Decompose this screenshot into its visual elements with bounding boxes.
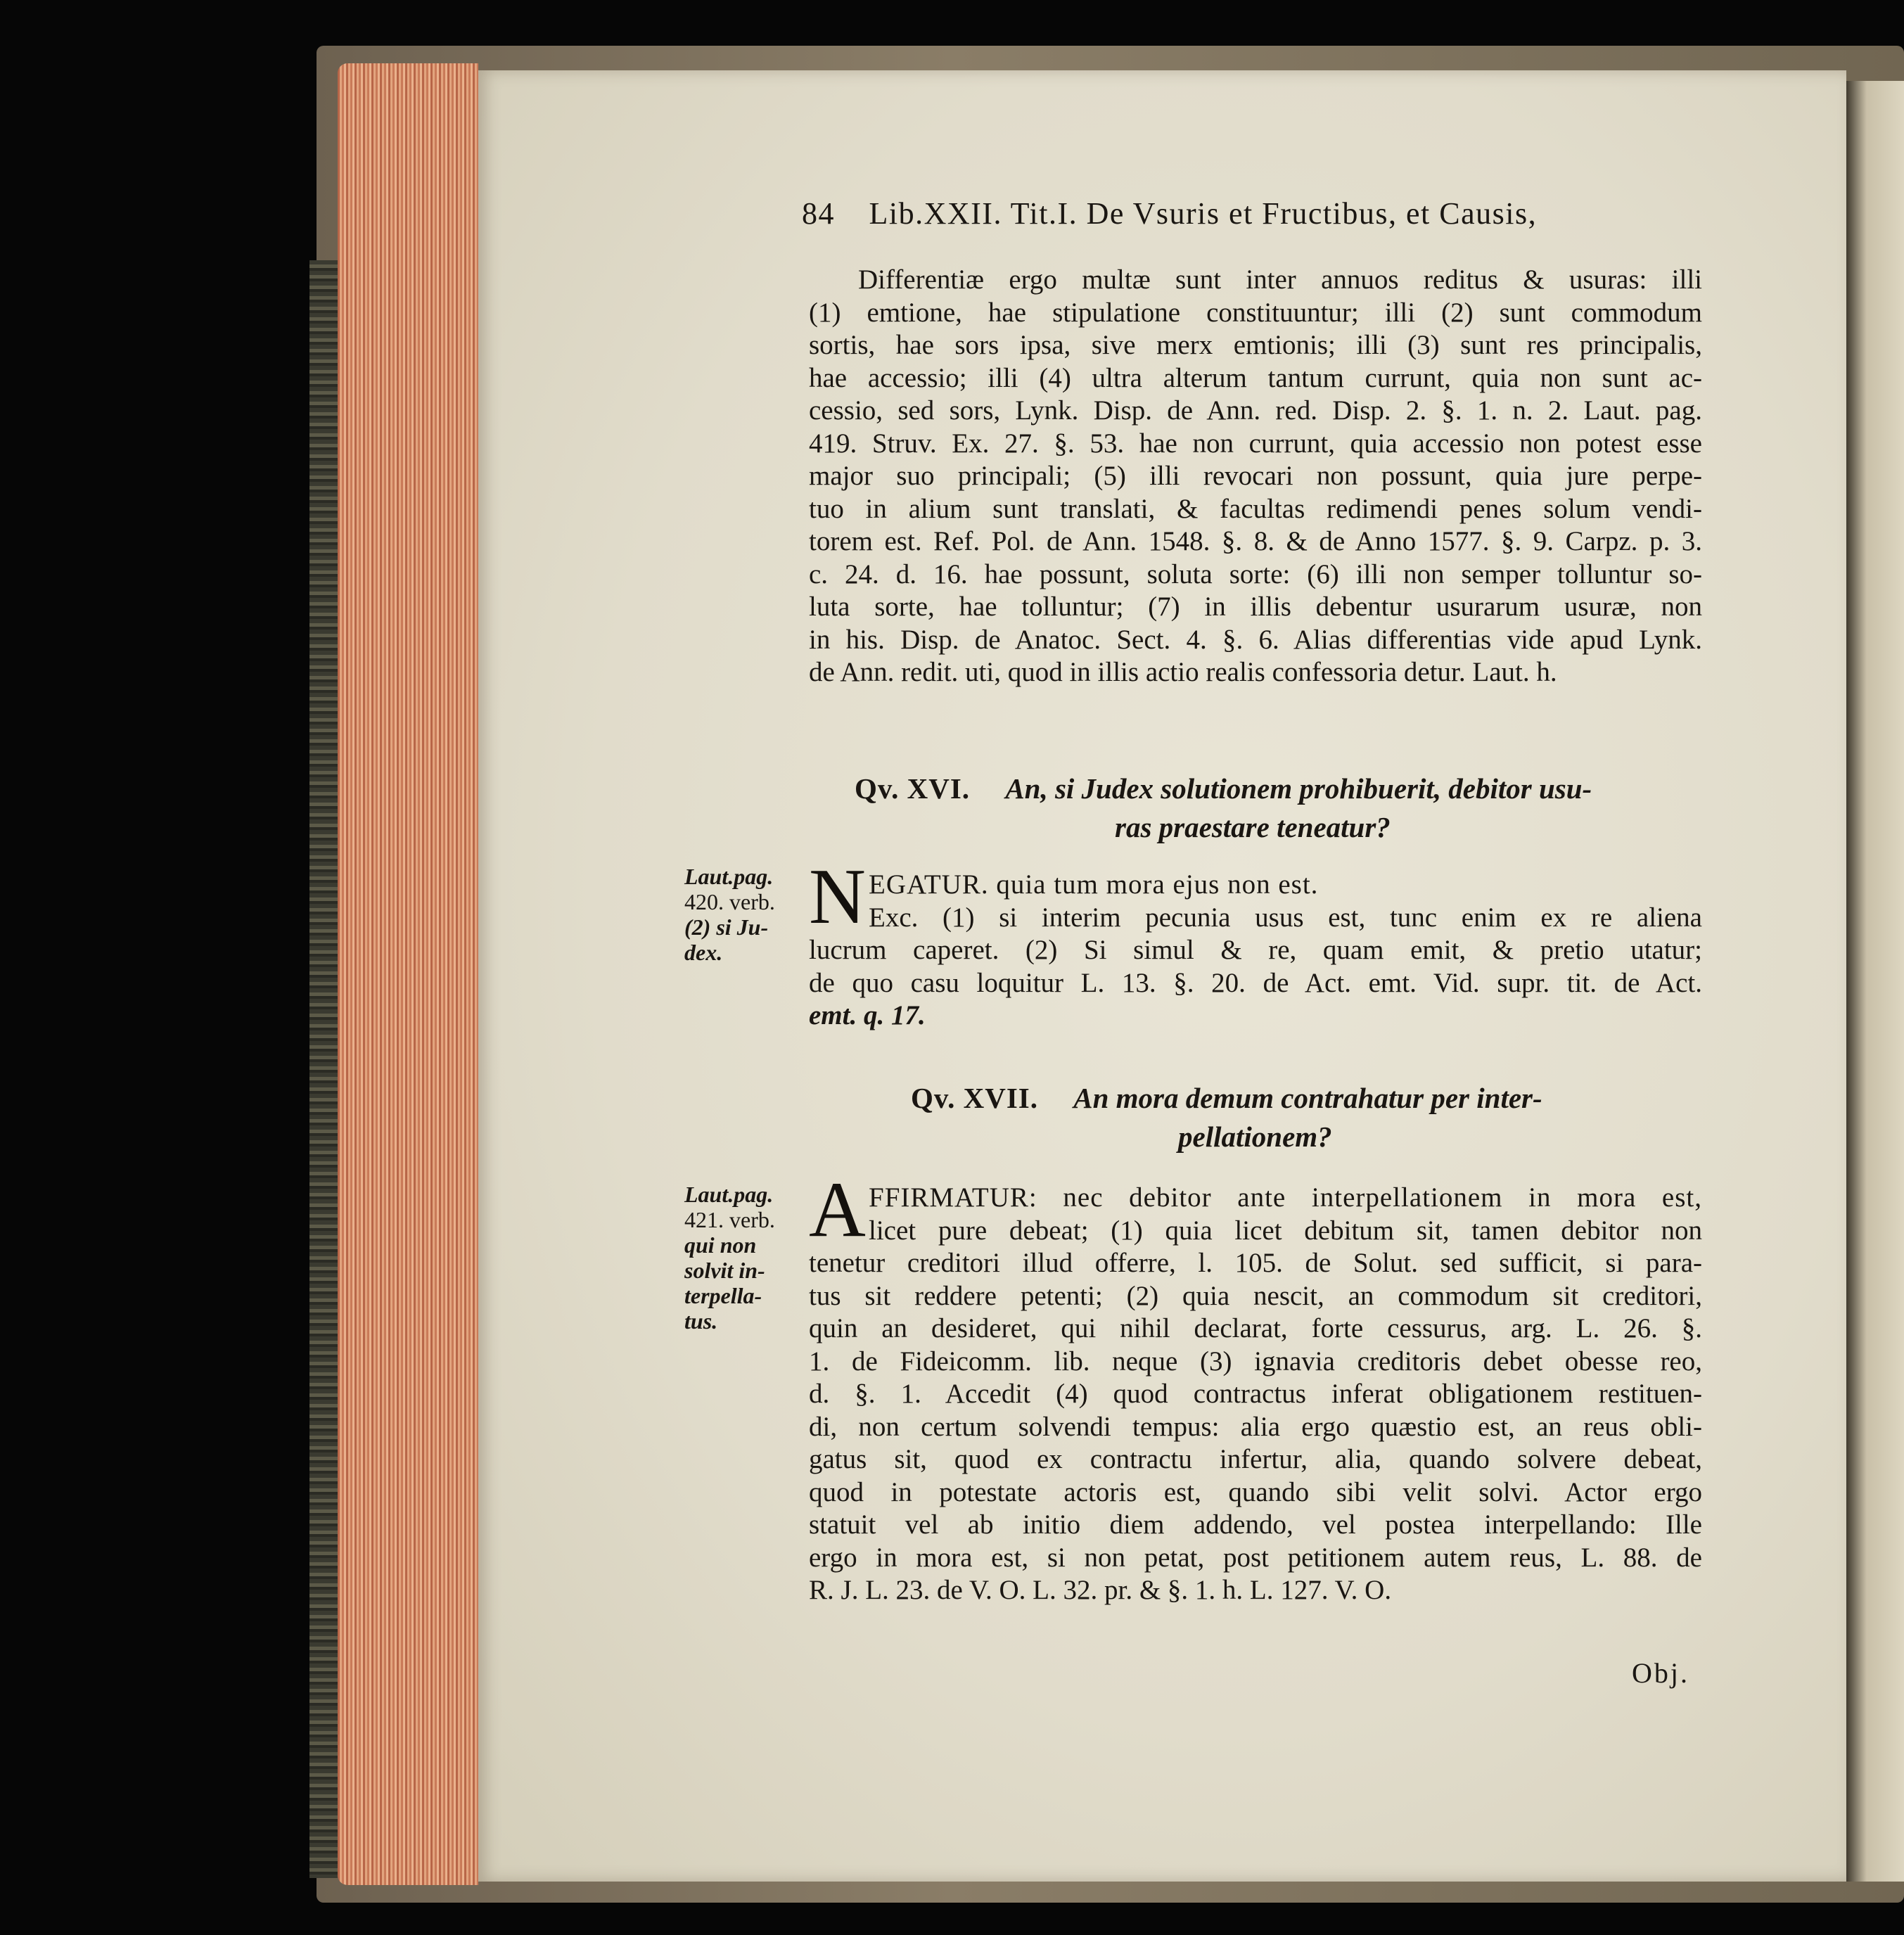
drop-cap-n: N xyxy=(809,853,866,940)
question-text: An, si Judex solutionem prohibuerit, debitor usu- xyxy=(1005,772,1592,805)
text-line: c. 24. d. 16. hae possunt, soluta sorte: (6) illi non semper tolluntur so- xyxy=(809,558,1702,589)
question-text: pellationem? xyxy=(1178,1120,1332,1153)
margin-line: dex. xyxy=(684,940,723,965)
text-line: FFIRMATUR: nec debitor ante interpellationem in mora est, xyxy=(869,1182,1702,1213)
q16-body xyxy=(809,934,1702,1033)
text-line: ergo in mora est, si non petat, post petitionem autem reus, L. 88. de xyxy=(809,1542,1702,1573)
text-line: luta sorte, hae tolluntur; (7) in illis debentur usurarum usuræ, non xyxy=(809,592,1702,622)
text-line: Differentiæ ergo multæ sunt inter annuos reditus & usuras: illi xyxy=(858,264,1702,295)
facing-page-edge xyxy=(1846,81,1904,1882)
text-line: de Ann. redit. uti, quod in illis actio realis confessoria detur. Laut. h. xyxy=(809,657,1557,687)
question-text: ras praestare teneatur? xyxy=(1115,811,1391,843)
text-line: gatus sit, quod ex contractu infertur, alia, quando solvere debeat, xyxy=(809,1444,1702,1474)
text-line: cessio, sed sors, Lynk. Disp. de Ann. red. Disp. 2. §. 1. n. 2. Laut. pag. xyxy=(809,395,1702,426)
margin-line: terpella- xyxy=(684,1283,762,1308)
text-line: de quo casu loquitur L. 13. §. 20. de Act. emt. Vid. supr. tit. de Act. xyxy=(809,967,1702,998)
text-line: R. J. L. 23. de V. O. L. 32. pr. & §. 1. h. L. 127. V. O. xyxy=(809,1575,1392,1605)
text-line: torem est. Ref. Pol. de Ann. 1548. §. 8. & de Anno 1577. §. 9. Carpz. p. 3. xyxy=(809,526,1702,556)
text-line: major suo principali; (5) illi revocari non possunt, quia jure perpe- xyxy=(809,461,1702,491)
text-line: sortis, hae sors ipsa, sive merx emtionis; illi (3) sunt res principalis, xyxy=(809,330,1702,360)
q17-body xyxy=(809,1247,1702,1607)
text-line: lucrum caperet. (2) Si simul & re, quam emit, & pretio utatur; xyxy=(809,935,1702,965)
drop-cap-a: A xyxy=(809,1166,866,1253)
text-line: in his. Disp. de Anatoc. Sect. 4. §. 6. Alias differentias vide apud Lynk. xyxy=(809,624,1702,655)
margin-line: Laut.pag. xyxy=(684,1182,774,1207)
running-title: Lib.XXII. Tit.I. De Vsuris et Fructibus, et Causis, xyxy=(869,196,1538,231)
running-header xyxy=(802,196,1702,231)
question-16-heading xyxy=(855,770,1592,807)
text-line: hae accessio; illi (4) ultra alterum tantum currunt, quia non sunt ac- xyxy=(809,362,1702,393)
paragraph-differentiae xyxy=(809,264,1702,689)
marbled-board xyxy=(309,260,338,1878)
margin-line: 420. verb. xyxy=(684,889,775,914)
text-line: (1) emtione, hae stipulatione constituuntur; illi (2) sunt commodum xyxy=(809,297,1702,328)
margin-line: qui non xyxy=(684,1232,757,1258)
text-line: Exc. (1) si interim pecunia usus est, tunc enim ex re aliena xyxy=(869,902,1702,933)
text-line: quin an desideret, qui nihil declarat, forte cessurus, arg. L. 26. §. xyxy=(809,1313,1702,1343)
question-label: Qv. XVII. xyxy=(911,1082,1039,1114)
question-17-heading-cont xyxy=(1178,1118,1332,1155)
margin-line: 421. verb. xyxy=(684,1207,775,1232)
q16-body-head xyxy=(869,869,1702,934)
text-line: d. §. 1. Accedit (4) quod contractus inferat obligationem restituen- xyxy=(809,1379,1702,1409)
margin-line: Laut.pag. xyxy=(684,864,774,889)
margin-line: tus. xyxy=(684,1308,718,1334)
page-edges xyxy=(338,63,478,1885)
margin-note-q16 xyxy=(684,864,814,965)
question-text: An mora demum contrahatur per inter- xyxy=(1073,1082,1542,1114)
text-line: EGATUR. quia tum mora ejus non est. xyxy=(869,869,1319,900)
question-16-heading-cont xyxy=(1115,809,1391,845)
text-line: 419. Struv. Ex. 27. §. 53. hae non currunt, quia accessio non potest esse xyxy=(809,428,1702,459)
text-line: emt. q. 17. xyxy=(809,1000,926,1030)
question-17-heading xyxy=(911,1080,1542,1116)
text-line: tenetur creditori illud offerre, l. 105. de Solut. sed sufficit, si para- xyxy=(809,1248,1702,1278)
question-label: Qv. XVI. xyxy=(855,772,971,805)
margin-line: solvit in- xyxy=(684,1258,765,1283)
text-line: quod in potestate actoris est, quando sibi velit solvi. Actor ergo xyxy=(809,1476,1702,1507)
text-line: tus sit reddere petenti; (2) quia nescit, an commodum sit creditori, xyxy=(809,1280,1702,1311)
page-number: 84 xyxy=(802,196,835,231)
text-line: licet pure debeat; (1) quia licet debitum sit, tamen debitor non xyxy=(869,1215,1702,1246)
margin-note-q17 xyxy=(684,1182,814,1334)
q17-body-head xyxy=(869,1182,1702,1247)
catchword: Obj. xyxy=(1632,1657,1689,1689)
margin-line: (2) si Ju- xyxy=(684,914,769,940)
text-line: di, non certum solvendi tempus: alia ergo quæstio est, an reus obli- xyxy=(809,1411,1702,1442)
text-line: statuit vel ab initio diem addendo, vel postea interpellando: Ille xyxy=(809,1509,1702,1540)
text-line: 1. de Fideicomm. lib. neque (3) ignavia creditoris debet obesse reo, xyxy=(809,1346,1702,1377)
text-line: tuo in alium sunt translati, & facultas redimendi penes solum vendi- xyxy=(809,493,1702,524)
